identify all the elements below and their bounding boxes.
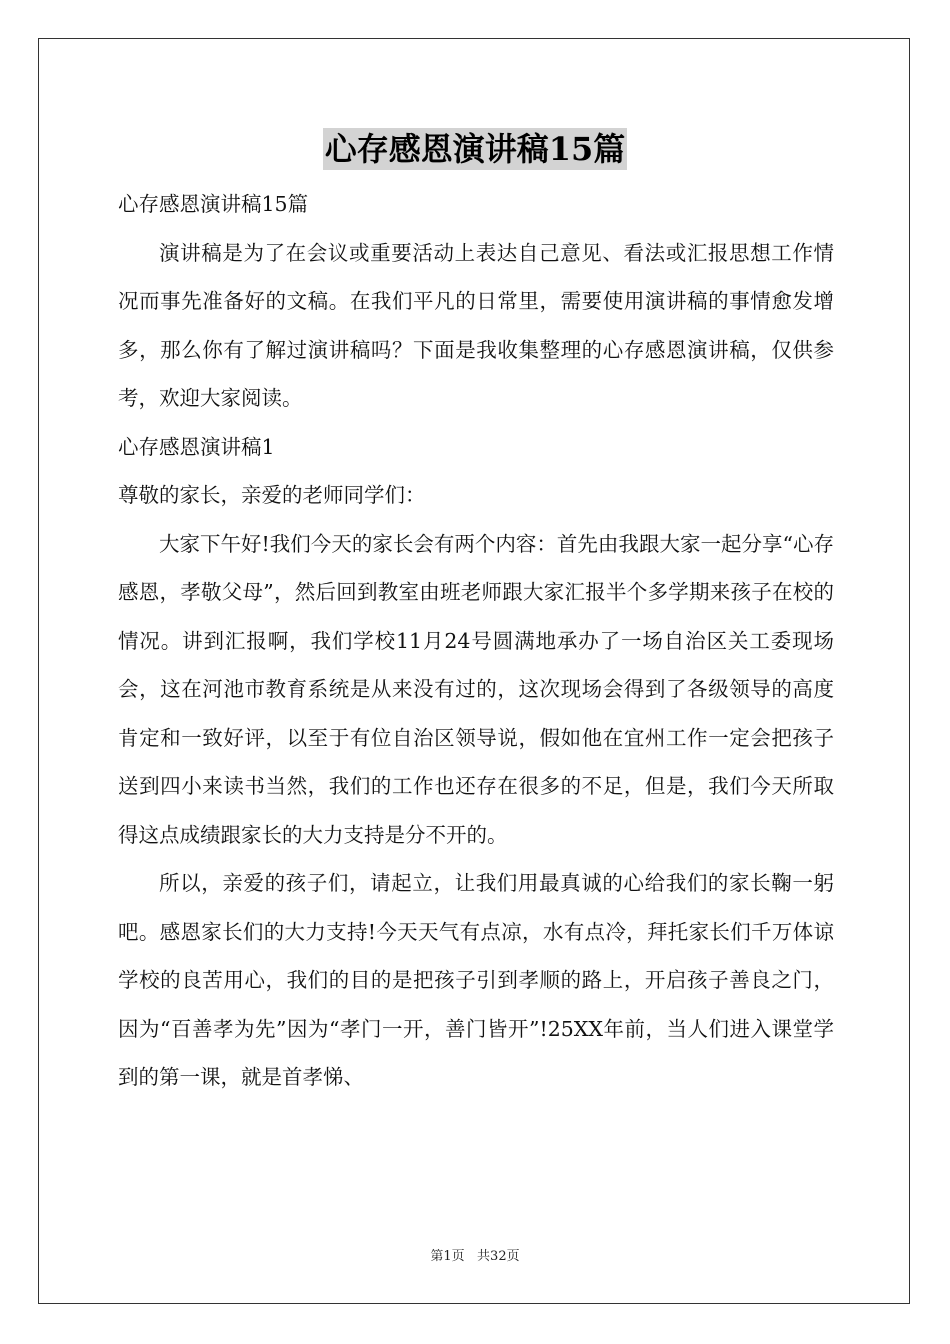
- document-title: 心存感恩演讲稿15篇: [324, 130, 626, 168]
- paragraph-intro: 演讲稿是为了在会议或重要活动上表达自己意见、看法或汇报思想工作情况而事先准备好的文稿。在我们平凡的日常里，需要使用演讲稿的事情愈发增多，那么你有了解过演讲稿吗？下面是我收集整理的心存感恩演讲稿，仅供参考，欢迎大家阅读。: [118, 240, 834, 410]
- document-body: [118, 180, 834, 1102]
- paragraph-subtitle: 心存感恩演讲稿15篇: [118, 192, 309, 216]
- title-area: [0, 128, 950, 170]
- paragraph-body-1: 大家下午好!我们今天的家长会有两个内容：首先由我跟大家一起分享“心存感恩，孝敬父母”，然后回到教室由班老师跟大家汇报半个多学期来孩子在校的情况。讲到汇报啊，我们学校11月24号圆满地承办了一场自治区关工委现场会，这在河池市教育系统是从来没有过的，这次现场会得到了各级领导的高度肯定和一致好评，以至于有位自治区领导说，假如他在宜州工作一定会把孩子送到四小来读书当然，我们的工作也还存在很多的不足，但是，我们今天所取得这点成绩跟家长的大力支持是分不开的。: [118, 531, 834, 847]
- paragraph-body-2: 所以，亲爱的孩子们，请起立，让我们用最真诚的心给我们的家长鞠一躬吧。感恩家长们的大力支持!今天天气有点凉，水有点冷，拜托家长们千万体谅学校的良苦用心，我们的目的是把孩子引到孝顺的路上，开启孩子善良之门，因为“百善孝为先”因为“孝门一开，善门皆开”!25XX年前，当人们进入课堂学到的第一课，就是首孝悌、: [118, 871, 834, 1089]
- paragraph-section-heading: 心存感恩演讲稿1: [118, 434, 275, 459]
- page-footer: 第1页 共32页: [430, 1249, 520, 1264]
- paragraph-salutation: 尊敬的家长，亲爱的老师同学们：: [118, 483, 426, 507]
